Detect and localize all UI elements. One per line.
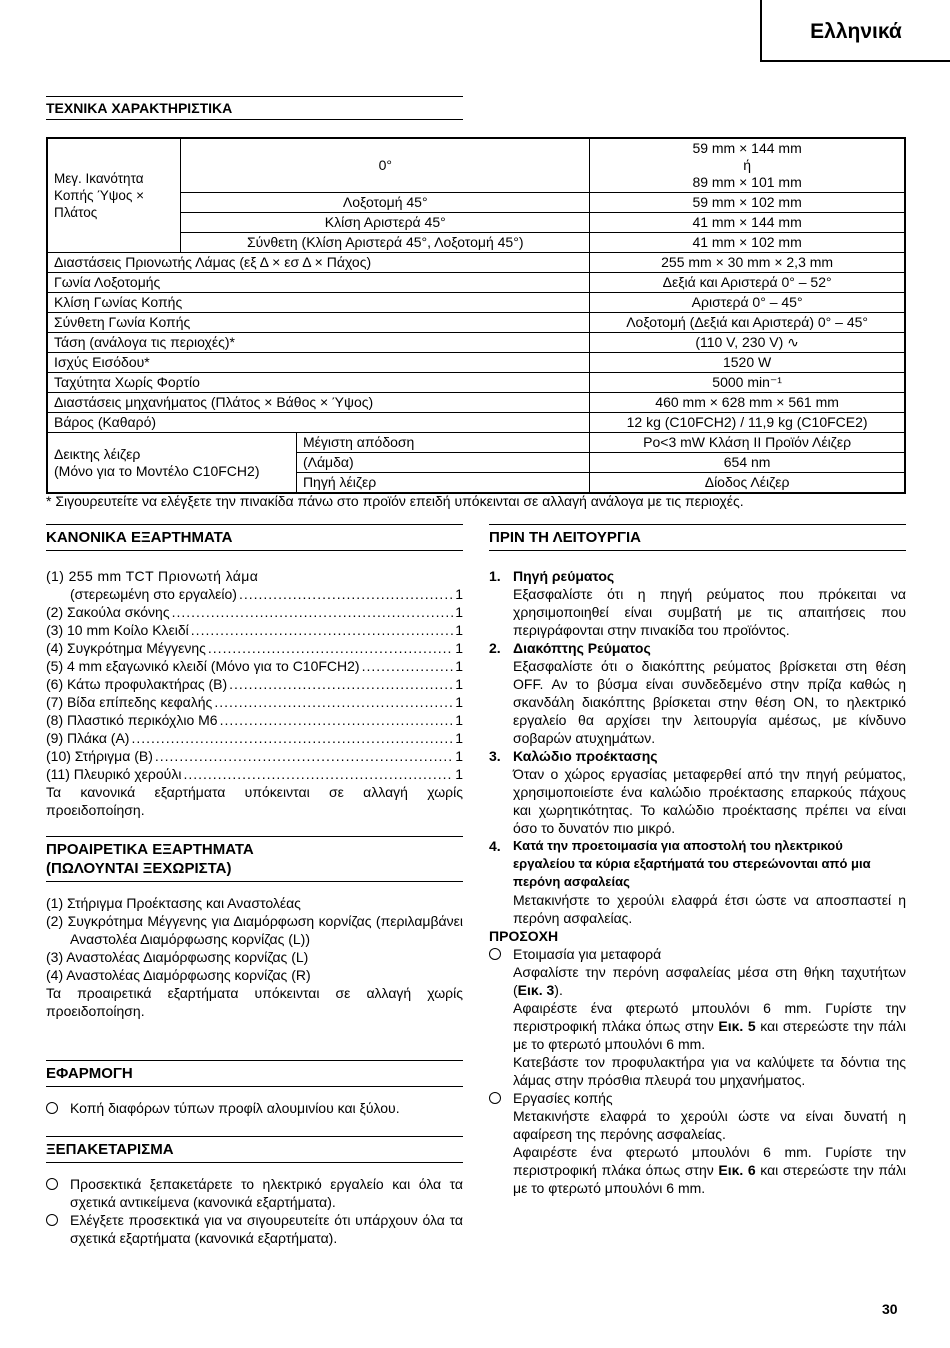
circle-bullet-icon — [46, 1211, 70, 1247]
spec-label: Τάση (ανάλογα τις περιοχές)* — [47, 333, 590, 353]
cutting-capacity-label: Μεγ. Ικανότητα Κοπής Ύψος × Πλάτος — [47, 138, 181, 253]
spec-label: Βάρος (Καθαρό) — [47, 413, 590, 433]
application-section — [46, 1060, 463, 1118]
list-item: Ετοιμασία για μεταφορά Ασφαλίστε την περόνη ασφαλείας μέσα στη θήκη ταχυτήτων (Εικ. 3). Αφαιρέστε ένα φτερωτό μπουλόνι 6 mm. Γυρίστε την περιστροφική πλάκα όπως στην Εικ. 5 και στερεώστε την πάλι με το φτερωτό μπουλόνι 6 mm. Κατεβάστε τον προφυλακτήρα για να καλύψετε τα δόντια της λάμας στην πρόσθια πλευρά του μηχανήματος. — [489, 945, 906, 1089]
spec-value: 41 mm × 102 mm — [590, 233, 905, 253]
list-item: (1) Στήριγμα Προέκτασης και Αναστολέας — [46, 895, 301, 911]
left-column — [46, 524, 463, 819]
spec-footnote: * Σιγουρευτείτε να ελέγξετε την πινακίδα πάνω στο προϊόν επειδή υπόκεινται σε αλλαγή ανάλογα με τις περιοχές. — [46, 493, 744, 509]
caution-heading: ΠΡΟΣΟΧΗ — [489, 928, 559, 944]
language-tab: Ελληνικά — [760, 0, 950, 62]
list-item: (1) 255 mm TCT Πριονωτή λάμα — [46, 568, 259, 584]
table-row — [47, 333, 905, 353]
list-item: Εργασίες κοπής Μετακινήστε ελαφρά το χερούλι ώστε να είναι δυνατή η αφαίρεση της περόνης ασφαλείας. Αφαιρέστε ένα φτερωτό μπουλόνι 6 mm. Γυρίστε την περιστροφική πλάκα όπως στην Εικ. 6 και στερεώστε την πάλι με το φτερωτό μπουλόνι 6 mm. — [489, 1089, 906, 1197]
list-item: 1. Πηγή ρεύματος Εξασφαλίστε ότι η πηγή ρεύματος που πρόκειται να χρησιμοποιηθεί είναι συμβατή με τις απαιτήσεις που περιγράφονται στην πινακίδα του προϊόντος. — [489, 568, 906, 638]
spec-value: 654 nm — [590, 453, 905, 473]
list-item: 3. Καλώδιο προέκτασης Όταν ο χώρος εργασίας μεταφερθεί από την πηγή ρεύματος, χρησιμοποιείστε ένα καλώδιο προέκτασης επαρκούς πάχους και χωρητικότητας. Το καλώδιο προέκτασης πρέπει να είναι όσο το δυνατόν πιο μικρό. — [489, 748, 906, 836]
list-item: (10) Στήριγμα (B) ..... 1 — [46, 747, 463, 765]
standard-accessories-list — [46, 567, 463, 819]
spec-label: Κλίση Γωνίας Κοπής — [47, 293, 590, 313]
spec-value: 255 mm × 30 mm × 2,3 mm — [590, 253, 905, 273]
table-row — [47, 138, 905, 193]
list-item: 2. Διακόπτης Ρεύματος Εξασφαλίστε ότι ο διακόπτης ρεύματος βρίσκεται στη θέση OFF. Αν το βύσμα είναι συνδεδεμένο στην πρίζα καθώς η σκανδάλη διακόπτης βρίσκεται στην θέση ON, το ηλεκτρικό εργαλείο θα αρχίσει την λειτουργία αμέσως, με κίνδυνο σοβαρών ατυχημάτων. — [489, 640, 906, 746]
list-item: (2) Συγκρότημα Μέγγενης για Διαμόρφωση κορνίζας (περιλαμβάνει Αναστολέα Διαμόρφωσης κορνίζας (L)) — [46, 913, 463, 947]
circle-bullet-icon — [489, 945, 513, 1089]
specifications-table — [46, 137, 906, 494]
spec-label: Ισχύς Εισόδου* — [47, 353, 590, 373]
optional-accessories-title: ΠΡΟΑΙΡΕΤΙΚΑ ΕΞΑΡΤΗΜΑΤΑ (ΠΩΛΟΥΝΤΑΙ ΞΕΧΩΡΙΣΤΑ) — [46, 836, 463, 882]
spec-label: Σύνθετη (Κλίση Αριστερά 45°, Λοξοτομή 45°) — [181, 233, 590, 253]
before-operation-title: ΠΡΙΝ ΤΗ ΛΕΙΤΟΥΡΓΙΑ — [489, 524, 906, 551]
spec-label: Πηγή λέιζερ — [296, 473, 589, 494]
application-title: ΕΦΑΡΜΟΓΗ — [46, 1060, 463, 1087]
list-item: (7) Βίδα επίπεδης κεφαλής ..... 1 — [46, 693, 463, 711]
table-row — [47, 373, 905, 393]
table-row — [47, 253, 905, 273]
spec-label: 0° — [181, 138, 590, 193]
list-item: (9) Πλάκα (A) ..... 1 — [46, 729, 463, 747]
circle-bullet-icon — [489, 1089, 513, 1197]
table-row — [47, 313, 905, 333]
page-number: 30 — [882, 1301, 898, 1317]
list-item: (3) Αναστολέας Διαμόρφωσης κορνίζας (L) — [46, 949, 309, 965]
optional-accessories-section — [46, 836, 463, 1020]
circle-bullet-icon — [46, 1175, 70, 1211]
spec-value: Δίοδος Λέιζερ — [590, 473, 905, 494]
list-item: (8) Πλαστικό περικόχλιο M6 ..... 1 — [46, 711, 463, 729]
spec-value: Δεξιά και Αριστερά 0° – 52° — [590, 273, 905, 293]
list-item: (4) Συγκρότημα Μέγγενης ..... 1 — [46, 639, 463, 657]
unpacking-section — [46, 1136, 463, 1247]
spec-label: Μέγιστη απόδοση — [296, 433, 589, 453]
list-item: 4. Κατά την προετοιμασία για αποστολή του ηλεκτρικού εργαλείου τα κύρια εξαρτήματά του στερεώνονται από μια περόνη ασφαλείας Μετακινήστε το χερούλι ελαφρά έτσι ώστε να αποσπαστεί η περόνη ασφαλείας. — [489, 838, 906, 926]
circle-bullet-icon — [46, 1099, 70, 1118]
list-item: Προσεκτικά ξεπακετάρετε το ηλεκτρικό εργαλείο και όλα τα σχετικά αντικείμενα (κανονικά εξαρτήματα). — [46, 1175, 463, 1211]
before-operation-section — [489, 524, 906, 1197]
spec-label: Σύνθετη Γωνία Κοπής — [47, 313, 590, 333]
laser-label: Δεικτης λέιζερ (Μόνο για το Μοντέλο C10FCH2) — [47, 433, 296, 494]
list-item: Κοπή διαφόρων τύπων προφίλ αλουμινίου και ξύλου. — [46, 1099, 463, 1118]
spec-label: Ταχύτητα Χωρίς Φορτίο — [47, 373, 590, 393]
standard-accessories-title: ΚΑΝΟΝΙΚΑ ΕΞΑΡΤΗΜΑΤΑ — [46, 524, 463, 551]
list-item: (στερεωμένη στο εργαλείο) ..... 1 — [46, 585, 463, 603]
table-row — [47, 273, 905, 293]
spec-label: Κλίση Αριστερά 45° — [181, 213, 590, 233]
spec-value: 5000 min⁻¹ — [590, 373, 905, 393]
spec-label: Διαστάσεις μηχανήματος (Πλάτος × Βάθος × Ύψος) — [47, 393, 590, 413]
specifications-title: ΤΕΧΝΙΚΑ ΧΑΡΑΚΤΗΡΙΣΤΙΚΑ — [46, 96, 463, 120]
spec-value: 1520 W — [590, 353, 905, 373]
table-row — [47, 293, 905, 313]
spec-value: (110 V, 230 V) ∿ — [590, 333, 905, 353]
spec-value: Po<3 mW Κλάση II Προϊόν Λέιζερ — [590, 433, 905, 453]
spec-value: 59 mm × 102 mm — [590, 193, 905, 213]
spec-value: 59 mm × 144 mm ή 89 mm × 101 mm — [590, 138, 905, 193]
list-item: (5) 4 mm εξαγωνικό κλειδί (Μόνο για το C10FCH2) ..... 1 — [46, 657, 463, 675]
list-item: (2) Σακούλα σκόνης ..... 1 — [46, 603, 463, 621]
spec-label: Γωνία Λοξοτομής — [47, 273, 590, 293]
spec-value: Λοξοτομή (Δεξιά και Αριστερά) 0° – 45° — [590, 313, 905, 333]
list-item: (6) Κάτω προφυλακτήρας (B) ..... 1 — [46, 675, 463, 693]
list-item: (11) Πλευρικό χερούλι ..... 1 — [46, 765, 463, 783]
optional-accessories-note: Τα προαιρετικά εξαρτήματα υπόκεινται σε αλλαγή χωρίς προειδοποίηση. — [46, 985, 463, 1019]
list-item: Ελέγξετε προσεκτικά για να σιγουρευτείτε ότι υπάρχουν όλα τα σχετικά εξαρτήματα (κανονικά εξαρτήματα). — [46, 1211, 463, 1247]
spec-value: 460 mm × 628 mm × 561 mm — [590, 393, 905, 413]
table-row — [47, 413, 905, 433]
table-row — [47, 393, 905, 413]
spec-value: 12 kg (C10FCH2) / 11,9 kg (C10FCE2) — [590, 413, 905, 433]
spec-label: (Λάμδα) — [296, 453, 589, 473]
table-row — [47, 353, 905, 373]
standard-accessories-note: Τα κανονικά εξαρτήματα υπόκεινται σε αλλαγή χωρίς προειδοποίηση. — [46, 784, 463, 818]
list-item: (3) 10 mm Κοίλο Κλειδί ..... 1 — [46, 621, 463, 639]
spec-value: 41 mm × 144 mm — [590, 213, 905, 233]
spec-value: Αριστερά 0° – 45° — [590, 293, 905, 313]
spec-label: Λοξοτομή 45° — [181, 193, 590, 213]
unpacking-title: ΞΕΠΑΚΕΤΑΡΙΣΜΑ — [46, 1136, 463, 1163]
table-row — [47, 433, 905, 453]
spec-label: Διαστάσεις Πριονωτής Λάμας (εξ Δ × εσ Δ × Πάχος) — [47, 253, 590, 273]
list-item: (4) Αναστολέας Διαμόρφωσης κορνίζας (R) — [46, 967, 311, 983]
